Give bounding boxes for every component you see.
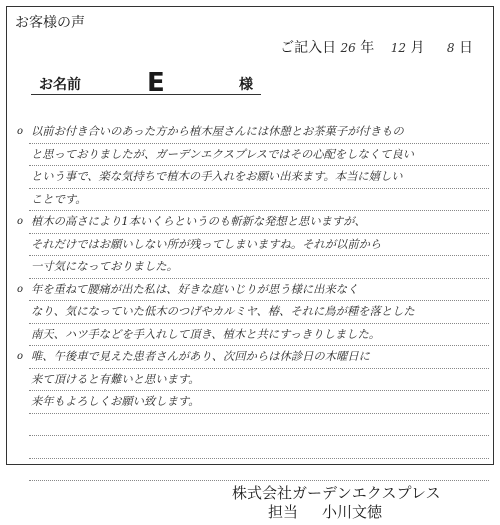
feedback-line [17,279,489,302]
line-text: 来年もよろしくお願い致します。 [31,395,200,408]
line-text: 以前お付き合いのあった方から植木屋さんには休憩とお茶菓子が付きもの [31,125,404,138]
line-text: ことです。 [31,192,87,206]
company-name: 株式会社ガーデンエクスプレス [232,484,441,502]
line-bullet: o [17,283,24,295]
line-text [29,440,31,453]
staff-info [268,501,382,522]
feedback-line [29,189,489,212]
feedback-line [29,391,489,414]
line-text [29,463,31,476]
date-month-unit: 月 [410,40,425,56]
entry-date [280,37,473,57]
date-label: ご記入日 [280,40,337,56]
date-day-unit: 日 [459,40,473,56]
form-title: お客様の声 [15,15,85,31]
feedback-line [29,324,489,347]
line-text: 南天、ハツ手などを手入れして頂き、植木と共にすっきりしました。 [31,327,381,341]
customer-feedback-form [6,6,494,465]
feedback-line [29,256,489,279]
line-text: 年を重ねて腰痛が出た私は、好きな庭いじりが思う様に出来なく [31,282,359,296]
customer-name: E [147,68,165,98]
date-day-value: 8 [446,41,455,55]
feedback-line [29,369,489,392]
line-text: なり、気になっていた低木のつげやカルミヤ、椿、それに鳥が種を落とした [31,305,415,318]
line-text: と思っておりましたが、ガーデンエクスプレスではその心配をしなくて良い [31,147,414,161]
line-text: それだけではお願いしない所が残ってしまいますね。それが以前から [31,237,382,251]
staff-label: 担当 [268,503,299,521]
feedback-line [17,211,489,234]
line-text: 一寸気になっておりました。 [31,260,178,273]
date-month-value: 12 [390,41,406,55]
date-year-unit: 年 [360,40,375,56]
staff-name: 小川文徳 [322,503,383,521]
feedback-line [29,459,489,482]
line-bullet: o [17,126,24,137]
feedback-line [29,414,489,437]
feedback-lines [17,121,489,481]
line-bullet: o [17,216,24,227]
name-label: お名前 [39,77,81,93]
line-text: 唯、午後車で見えた患者さんがあり、次回からは休診日の木曜日に [31,350,370,363]
name-field [31,70,261,96]
feedback-line [29,144,489,167]
feedback-line [29,301,489,324]
line-bullet: o [17,351,24,362]
line-text: 来て頂けると有難いと思います。 [31,372,200,386]
feedback-line [17,121,489,144]
feedback-line [29,234,489,257]
name-underline [31,94,261,95]
line-text: という事で、楽な気持ちで植木の手入れをお願い出来ます。本当に嬉しい [31,170,403,183]
line-text [29,418,31,431]
line-text: 植木の高さにより1本いくらというのも斬新な発想と思いますが、 [31,215,366,228]
feedback-line [29,436,489,459]
name-honorific: 様 [239,77,253,93]
feedback-line [17,346,489,369]
feedback-line [29,166,489,189]
date-year-value: 26 [340,41,356,55]
